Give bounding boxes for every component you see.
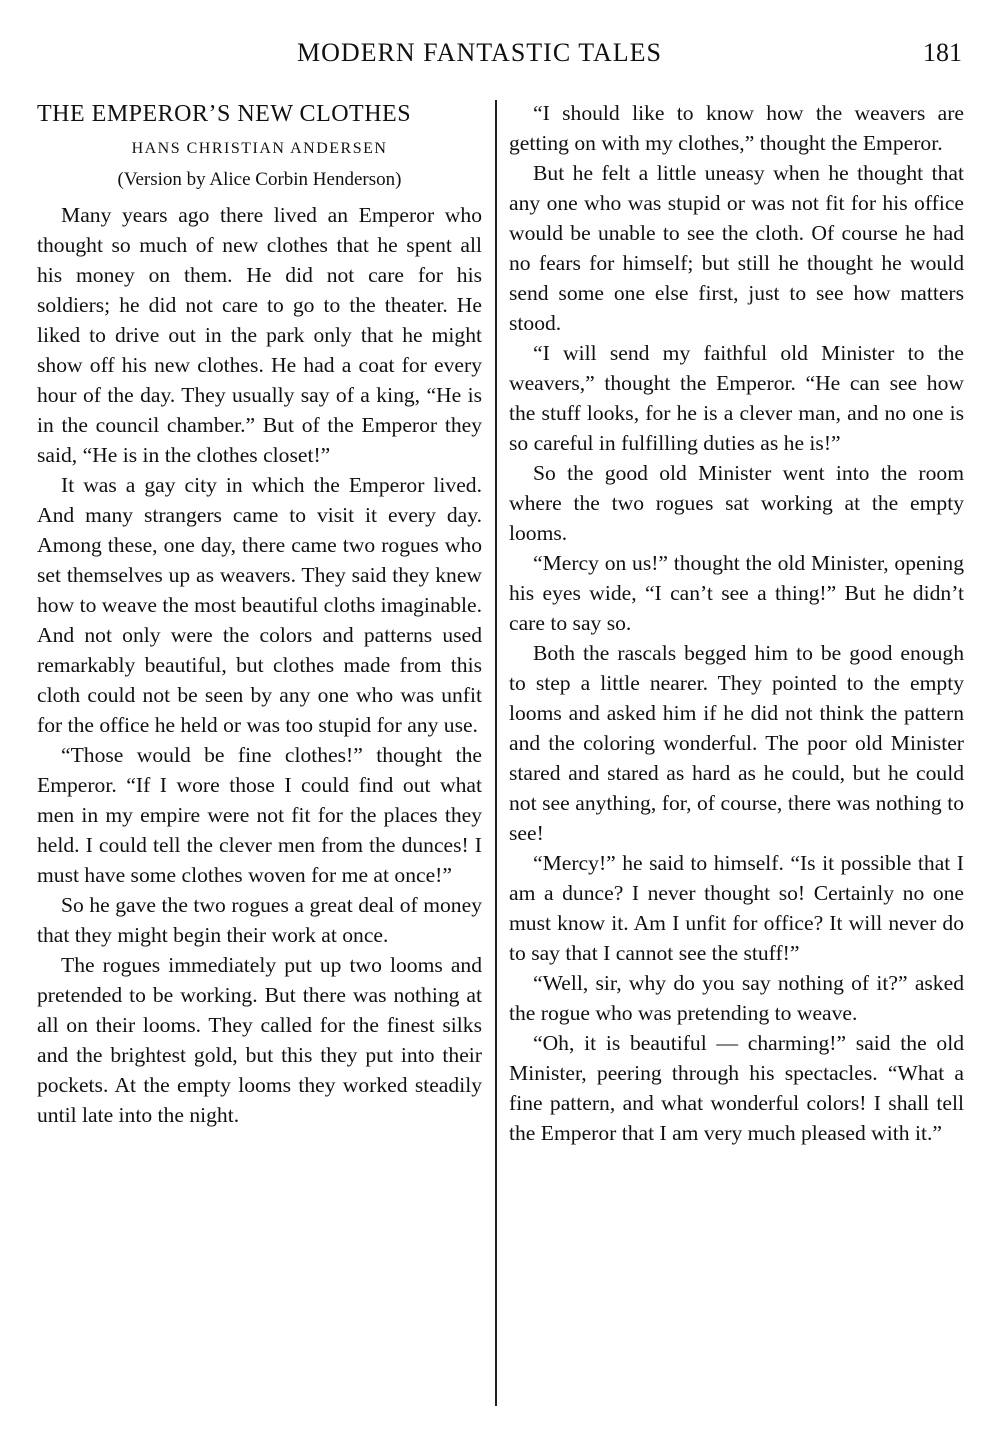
running-title: MODERN FANTASTIC TALES xyxy=(297,38,663,67)
story-version-note: (Version by Alice Corbin Henderson) xyxy=(117,169,402,190)
paragraph: Both the rascals begged him to be good enough to step a little nearer. They pointed to the empty looms and asked him if he did not think the pattern and the coloring wonderful. The poor old Minister stared and stared as hard as he could, but he could not see anything, for, of course, there was nothing to see! xyxy=(509,641,964,845)
column-divider xyxy=(495,100,497,1406)
paragraph: “I should like to know how the weavers are getting on with my clothes,” thought the Emperor. xyxy=(509,101,964,155)
paragraph: “Oh, it is beautiful — charming!” said the old Minister, peering through his spectacles. “What a fine pattern, and what wonderful colors! I shall tell the Emperor that I am very much pleased with it.” xyxy=(509,1031,964,1145)
paragraph: But he felt a little uneasy when he thought that any one who was stupid or was not fit for his office would be unable to see the cloth. Of course he had no fears for himself; but still he thought he would send some one else first, just to see how matters stood. xyxy=(509,161,964,335)
paragraph: It was a gay city in which the Emperor lived. And many strangers came to visit it every day. Among these, one day, there came two rogues who set themselves up as weavers. They said they knew how to weave the most beautiful cloths imaginable. And not only were the colors and patterns used remarkably beautiful, but clothes made from this cloth could not be seen by any one who was unfit for the office he held or was too stupid for any use. xyxy=(37,473,482,737)
paragraph: “I will send my faithful old Minister to the weavers,” thought the Emperor. “He can see how the stuff looks, for he is a clever man, and no one is so careful in fulfilling duties as he is!” xyxy=(509,341,964,455)
paragraph: “Mercy!” he said to himself. “Is it possible that I am a dunce? I never thought so! Certainly no one must know it. Am I unfit for office? It will never do to say that I cannot see the stuff!” xyxy=(509,851,964,965)
paragraph: The rogues immediately put up two looms and pretended to be working. But there was nothing at all on their looms. They called for the finest silks and the brightest gold, but this they put into their pockets. At the empty looms they worked steadily until late into the night. xyxy=(37,953,482,1127)
paragraph: “Those would be fine clothes!” thought the Emperor. “If I wore those I could find out what men in my empire were not fit for the places they held. I could tell the clever men from the dunces! I must have some clothes woven for me at once!” xyxy=(37,743,482,887)
story-author: HANS CHRISTIAN ANDERSEN xyxy=(131,140,388,157)
left-column xyxy=(37,94,482,1130)
paragraph: “Mercy on us!” thought the old Minister, opening his eyes wide, “I can’t see a thing!” But he didn’t care to say so. xyxy=(509,551,964,635)
paragraph: So he gave the two rogues a great deal of money that they might begin their work at once. xyxy=(37,893,482,947)
paragraph: “Well, sir, why do you say nothing of it?” asked the rogue who was pretending to weave. xyxy=(509,971,964,1025)
paragraph: So the good old Minister went into the room where the two rogues sat working at the empty looms. xyxy=(509,461,964,545)
running-head xyxy=(0,38,1000,74)
page-number: 181 xyxy=(923,38,962,67)
story-title: THE EMPEROR’S NEW CLOTHES xyxy=(37,101,412,127)
paragraph: Many years ago there lived an Emperor who thought so much of new clothes that he spent all his money on them. He did not care for his soldiers; he did not care to go to the theater. He liked to drive out in the park only that he might show off his new clothes. He had a coat for every hour of the day. They usually say of a king, “He is in the council chamber.” But of the Emperor they said, “He is in the clothes closet!” xyxy=(37,203,482,467)
right-column xyxy=(509,98,964,1148)
